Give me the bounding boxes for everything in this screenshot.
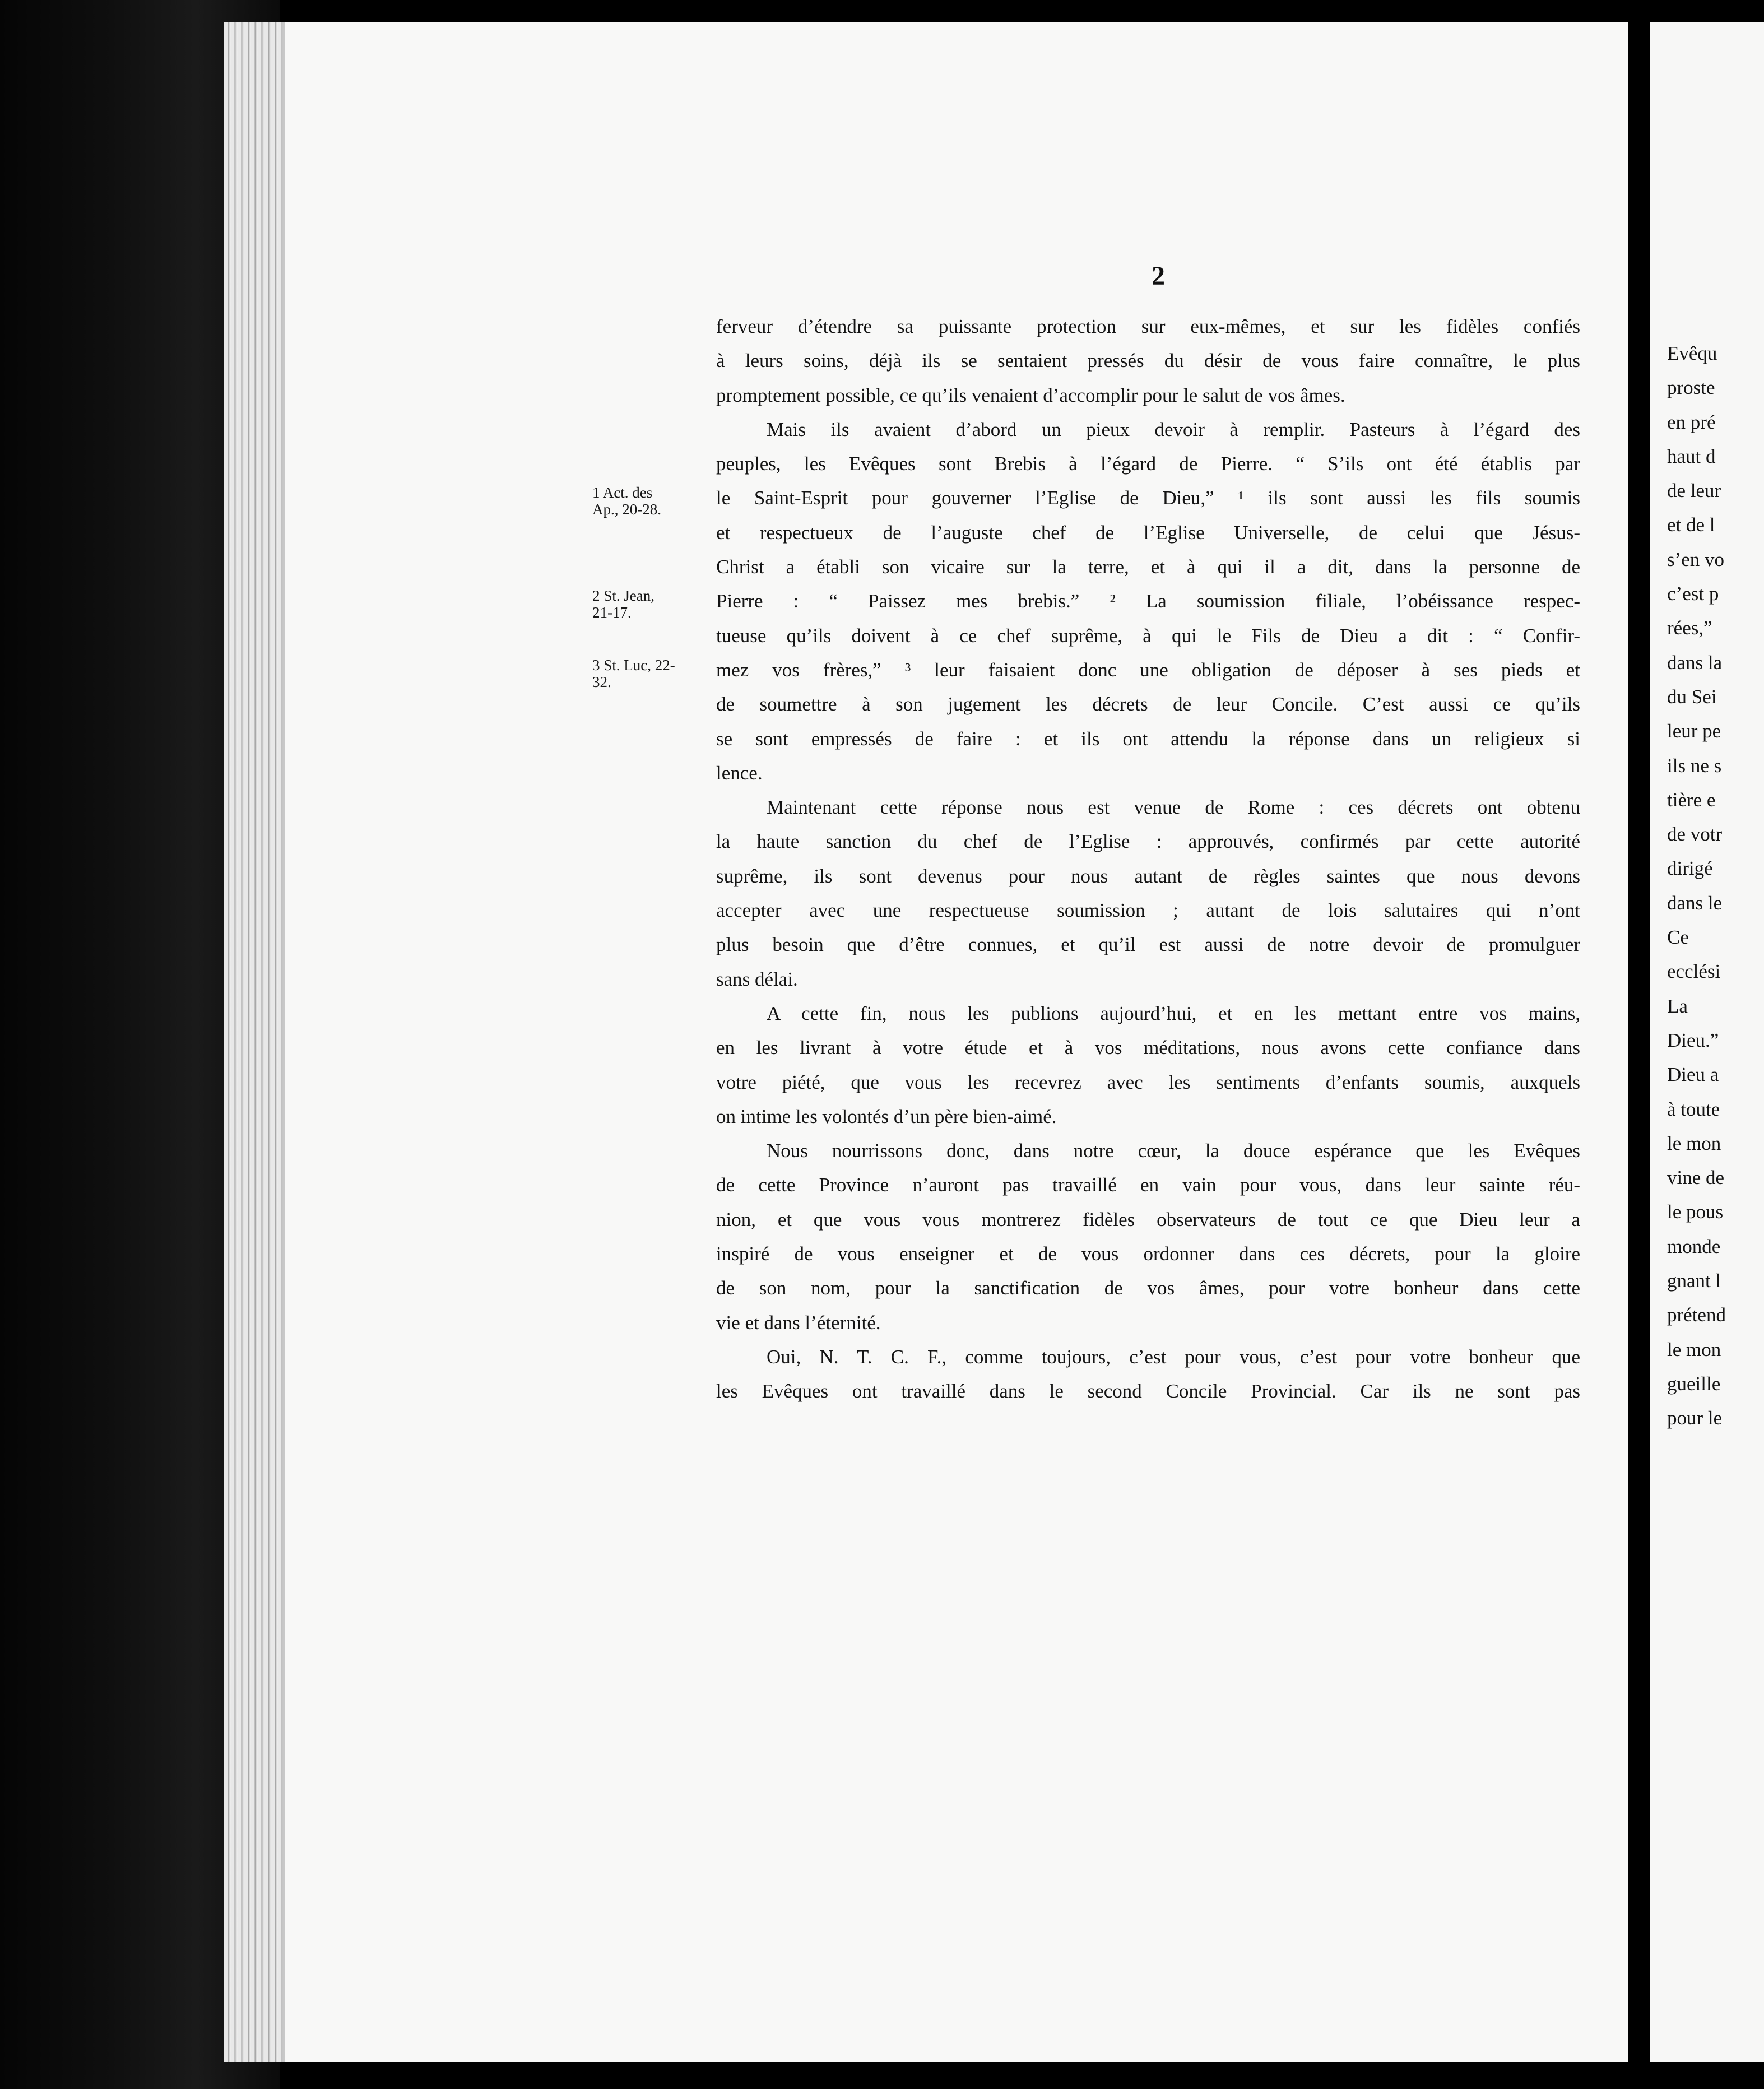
right-page-line: Dieu.” (1667, 1029, 1719, 1051)
right-page-line: ils ne s (1667, 754, 1722, 777)
right-page-line: La (1667, 995, 1688, 1017)
body-line: de son nom, pour la sanctification de vos âmes, pour votre bonheur dans cette (716, 1277, 1580, 1299)
right-page-line: c’est p (1667, 583, 1719, 605)
right-page-line: de votr (1667, 823, 1723, 846)
right-page-text (1667, 336, 1726, 1436)
right-page-line: en pré (1667, 411, 1716, 433)
body-line: on intime les volontés d’un père bien-aimé. (716, 1105, 1057, 1127)
body-line: votre piété, que vous les recevrez avec les sentiments d’enfants soumis, auxquels (716, 1071, 1580, 1093)
body-line: Christ a établi son vicaire sur la terre, et à qui il a dit, dans la personne de (716, 556, 1580, 578)
margin-note-line: Ap., 20-28. (592, 501, 661, 518)
right-page-line: du Sei (1667, 685, 1717, 708)
body-line: Oui, N. T. C. F., comme toujours, c’est pour vous, c’est pour votre bonheur que (767, 1345, 1580, 1368)
right-page-line: de leur (1667, 480, 1721, 502)
page-edges (224, 22, 291, 2062)
right-page-line: haut d (1667, 445, 1716, 467)
right-page-line: leur pe (1667, 720, 1721, 742)
margin-note-2 (592, 587, 693, 621)
body-line: le Saint-Esprit pour gouverner l’Eglise de Dieu,” ¹ ils sont aussi les fils soumis (716, 487, 1580, 509)
right-page-line: s’en vo (1667, 548, 1725, 570)
body-line: Pierre : “ Paissez mes brebis.” ² La soumission filiale, l’obéissance respec- (716, 590, 1580, 612)
body-line: peuples, les Evêques sont Brebis à l’égard de Pierre. “ S’ils ont été établis par (716, 453, 1580, 475)
body-line: sans délai. (716, 968, 798, 990)
right-page-line: le mon (1667, 1338, 1721, 1361)
margin-note-line: 21-17. (592, 604, 632, 621)
body-line: Mais ils avaient d’abord un pieux devoir à remplir. Pasteurs à l’égard des (767, 418, 1580, 440)
body-line: plus besoin que d’être connues, et qu’il est aussi de notre devoir de promulguer (716, 934, 1580, 956)
right-page-line: tière e (1667, 788, 1716, 811)
right-page-line: le mon (1667, 1132, 1721, 1154)
body-line: tueuse qu’ils doivent à ce chef suprême, à qui le Fils de Dieu a dit : “ Confir- (716, 624, 1580, 647)
margin-note-line: 2 St. Jean, (592, 587, 654, 604)
margin-note-3 (592, 657, 693, 690)
body-line: la haute sanction du chef de l’Eglise : approuvés, confirmés par cette autorité (716, 830, 1580, 853)
body-line: Nous nourrissons donc, dans notre cœur, la douce espérance que les Evêques (767, 1140, 1580, 1162)
page-number: 2 (1152, 261, 1165, 291)
body-line: nion, et que vous vous montrerez fidèles observateurs de tout ce que Dieu leur a (716, 1208, 1580, 1231)
margin-note-line: 3 St. Luc, 22- (592, 657, 675, 674)
right-page-line: monde (1667, 1235, 1721, 1257)
body-line: promptement possible, ce qu’ils venaient d’accomplir pour le salut de vos âmes. (716, 384, 1345, 406)
right-page-line: gueille (1667, 1372, 1721, 1395)
body-line: inspiré de vous enseigner et de vous ordonner dans ces décrets, pour la gloire (716, 1243, 1580, 1265)
right-page-line: Ce (1667, 926, 1689, 949)
body-line: en les livrant à votre étude et à vos méditations, nous avons cette confiance dans (716, 1037, 1580, 1059)
right-page-line: vine de (1667, 1167, 1725, 1189)
body-line: de soumettre à son jugement les décrets de leur Concile. C’est aussi ce qu’ils (716, 693, 1580, 716)
right-page-line: dirigé (1667, 857, 1713, 880)
margin-note-line: 1 Act. des (592, 484, 653, 501)
body-line: lence. (716, 762, 763, 784)
right-page-line: Dieu a (1667, 1064, 1719, 1086)
right-page-line: dans la (1667, 651, 1723, 674)
body-line: Maintenant cette réponse nous est venue de Rome : ces décrets ont obtenu (767, 796, 1580, 819)
margin-note-line: 32. (592, 674, 611, 690)
margin-note-1 (592, 484, 693, 518)
right-page-line: le pous (1667, 1201, 1724, 1223)
body-line: A cette fin, nous les publions aujourd’hui, et en les mettant entre vos mains, (767, 1002, 1580, 1024)
body-line: à leurs soins, déjà ils se sentaient pressés du désir de vous faire connaître, le plus (716, 350, 1580, 372)
body-line: accepter avec une respectueuse soumission ; autant de lois salutaires qui n’ont (716, 899, 1580, 922)
body-line: de cette Province n’auront pas travaillé en vain pour vous, dans leur sainte réu- (716, 1174, 1580, 1196)
right-page-line: gnant l (1667, 1270, 1721, 1292)
body-line: et respectueux de l’auguste chef de l’Eglise Universelle, de celui que Jésus- (716, 521, 1580, 544)
right-page-line: proste (1667, 377, 1715, 399)
right-page-line: Evêqu (1667, 342, 1717, 364)
body-text (716, 309, 1580, 1409)
right-page-line: prétend (1667, 1304, 1726, 1326)
right-page-line: pour le (1667, 1407, 1723, 1429)
right-page-line: dans le (1667, 892, 1723, 914)
body-line: mez vos frères,” ³ leur faisaient donc une obligation de déposer à ses pieds et (716, 658, 1580, 681)
right-page-line: ecclési (1667, 960, 1721, 983)
body-line: vie et dans l’éternité. (716, 1311, 881, 1334)
body-line: ferveur d’étendre sa puissante protection sur eux-mêmes, et sur les fidèles confiés (716, 315, 1580, 337)
right-page-line: rées,” (1667, 617, 1712, 639)
body-line: se sont empressés de faire : et ils ont attendu la réponse dans un religieux si (716, 727, 1580, 750)
right-page-line: à toute (1667, 1098, 1720, 1120)
body-line: les Evêques ont travaillé dans le second Concile Provincial. Car ils ne sont pas (716, 1380, 1580, 1403)
body-line: suprême, ils sont devenus pour nous autant de règles saintes que nous devons (716, 865, 1580, 887)
page-gutter (1628, 0, 1650, 2089)
right-page (1650, 22, 1764, 2062)
right-page-line: et de l (1667, 514, 1715, 536)
